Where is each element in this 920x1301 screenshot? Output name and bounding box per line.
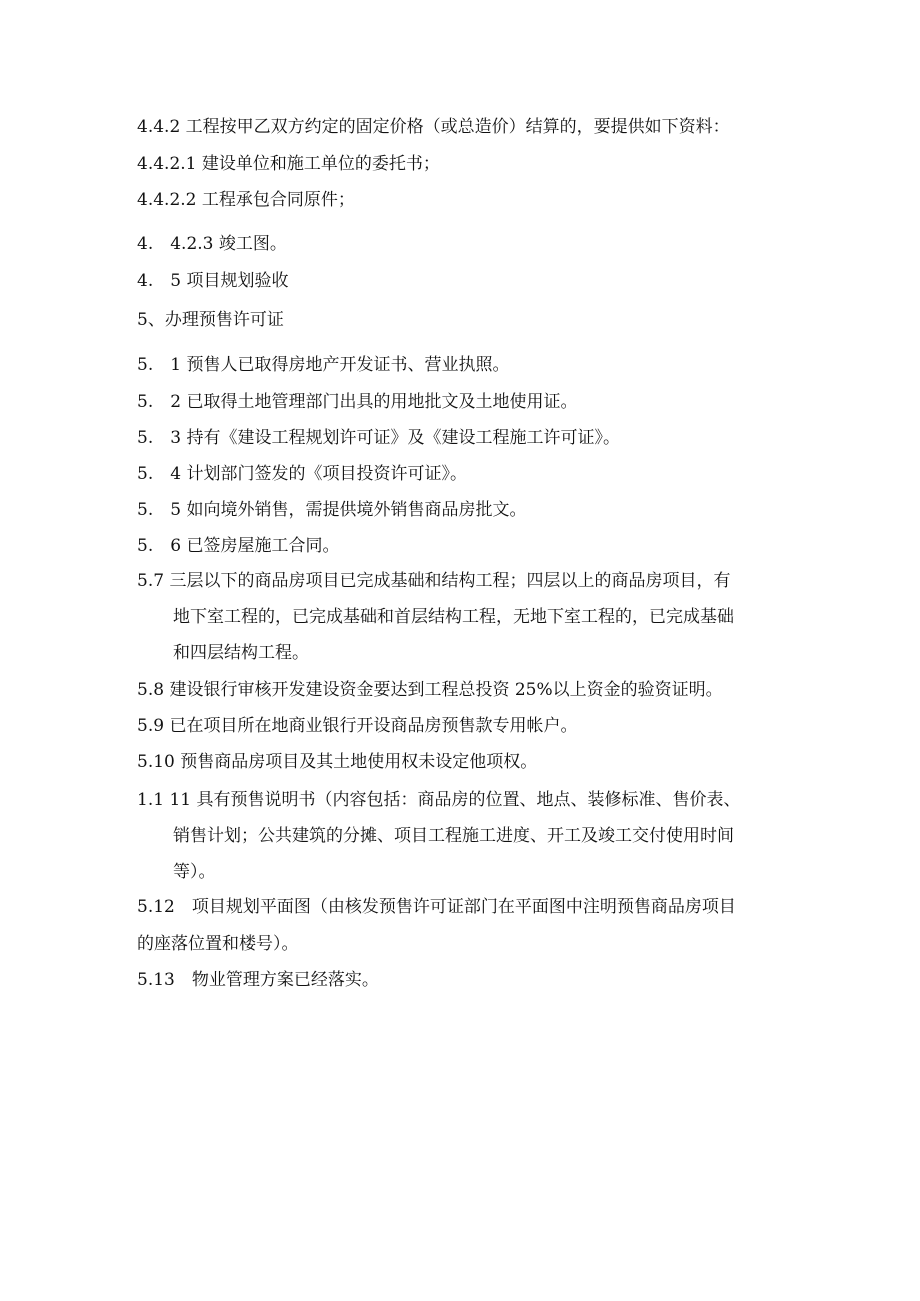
clause-5-10: 5.10 预售商品房项目及其土地使用权未设定他项权。 bbox=[137, 752, 538, 772]
clause-5-3: 5. 3 持有《建设工程规划许可证》及《建设工程施工许可证》。 bbox=[137, 428, 620, 448]
clause-1-1-11-line-2: 销售计划；公共建筑的分摊、项目工程施工进度、开工及竣工交付使用时间 bbox=[173, 826, 734, 846]
clause-5-1: 5. 1 预售人已取得房地产开发证书、营业执照。 bbox=[137, 355, 510, 375]
clause-4-4-2: 4.4.2 工程按甲乙双方约定的固定价格（或总造价）结算的，要提供如下资料： bbox=[137, 117, 730, 137]
clause-5-7-line-2: 地下室工程的，已完成基础和首层结构工程，无地下室工程的，已完成基础 bbox=[173, 607, 734, 627]
clause-5-8: 5.8 建设银行审核开发建设资金要达到工程总投资 25%以上资金的验资证明。 bbox=[137, 680, 723, 700]
clause-4-5: 4. 5 项目规划验收 bbox=[137, 271, 289, 291]
clause-5-6: 5. 6 已签房屋施工合同。 bbox=[137, 536, 340, 556]
clause-4-4-2-3: 4. 4.2.3 竣工图。 bbox=[137, 234, 287, 254]
clause-4-4-2-1: 4.4.2.1 建设单位和施工单位的委托书； bbox=[137, 154, 440, 174]
clause-5-13: 5.13 物业管理方案已经落实。 bbox=[137, 970, 379, 990]
clause-5-5: 5. 5 如向境外销售，需提供境外销售商品房批文。 bbox=[137, 500, 527, 520]
clause-1-1-11-line-3: 等）。 bbox=[173, 862, 216, 882]
clause-5-2: 5. 2 已取得土地管理部门出具的用地批文及土地使用证。 bbox=[137, 392, 578, 412]
clause-5-7-line-3: 和四层结构工程。 bbox=[173, 643, 309, 663]
clause-4-4-2-2: 4.4.2.2 工程承包合同原件； bbox=[137, 190, 355, 210]
clause-5-7-line-1: 5.7 三层以下的商品房项目已完成基础和结构工程；四层以上的商品房项目，有 bbox=[137, 571, 731, 591]
clause-5-4: 5. 4 计划部门签发的《项目投资许可证》。 bbox=[137, 464, 467, 484]
clause-1-1-11-line-1: 1.1 11 具有预售说明书（内容包括：商品房的位置、地点、装修标准、售价表、 bbox=[137, 790, 741, 810]
section-5-heading: 5、办理预售许可证 bbox=[137, 310, 284, 330]
clause-5-9: 5.9 已在项目所在地商业银行开设商品房预售款专用帐户。 bbox=[137, 716, 578, 736]
clause-5-12-line-1: 5.12 项目规划平面图（由核发预售许可证部门在平面图中注明预售商品房项目 bbox=[137, 897, 736, 917]
clause-5-12-line-2: 的座落位置和楼号）。 bbox=[137, 934, 299, 954]
